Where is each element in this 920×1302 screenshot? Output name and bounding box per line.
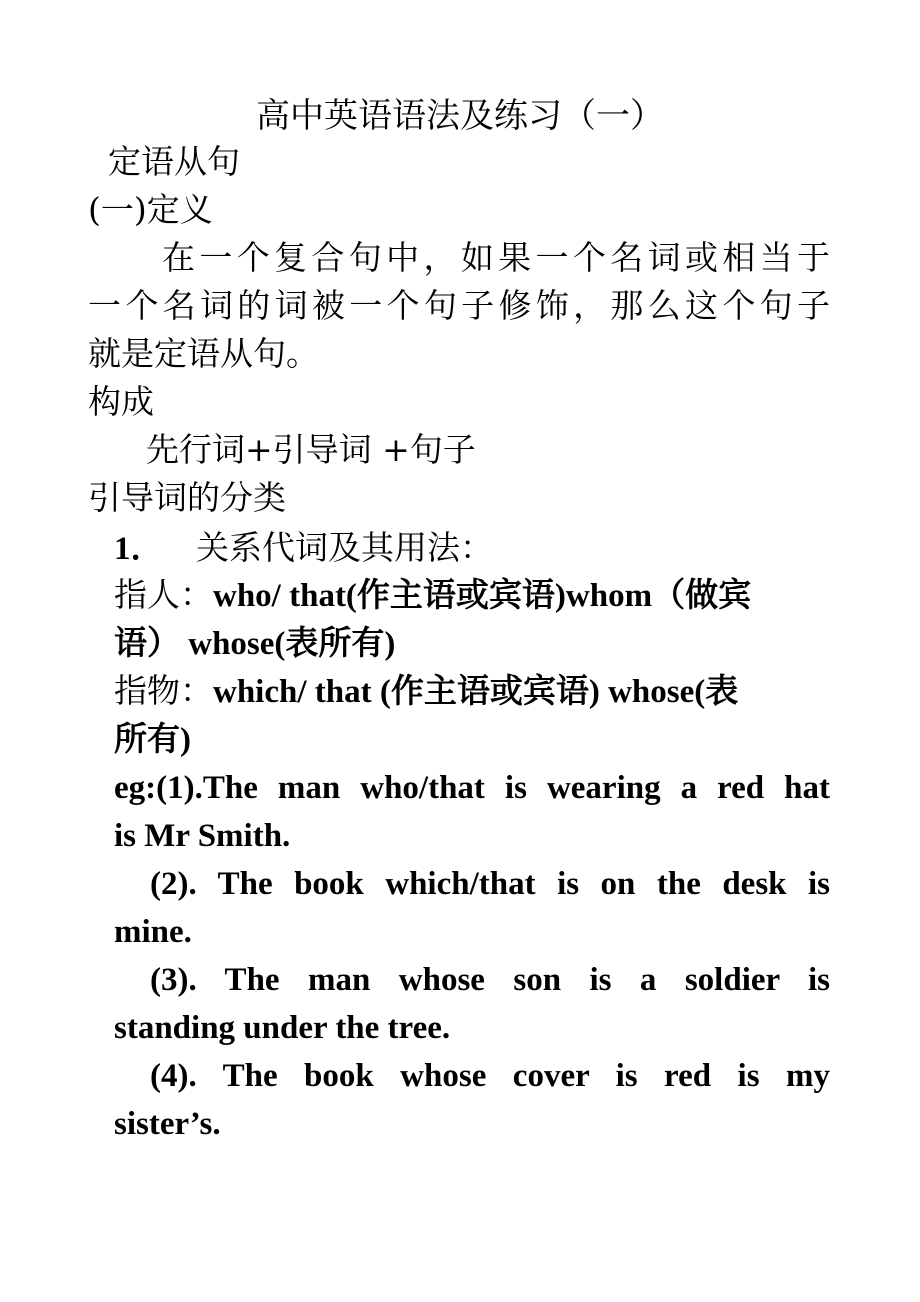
item-1-number: 1． [114, 531, 164, 567]
example-4-line-2: sister’s. [114, 1106, 221, 1142]
thing-pronouns-line-2: 所有) [114, 722, 191, 758]
person-pronouns-line-2: 语） whose(表所有) [114, 626, 396, 662]
example-2-line-1: (2). The book which/that is on the desk is [150, 866, 830, 902]
item-1-heading [114, 524, 493, 573]
definition-text-line-1: 在一个复合句中，如果一个名词或相当于 [162, 238, 830, 277]
person-pronouns-text: who/ that(作主语或宾语)whom（做宾 [213, 578, 752, 614]
thing-pronouns-text: which/ that (作主语或宾语) whose(表 [213, 674, 739, 710]
example-2-line-2: mine. [114, 914, 192, 950]
example-3-line-2: standing under the tree. [114, 1010, 451, 1046]
composition-heading: 构成 [88, 382, 154, 421]
person-label: 指人： [114, 578, 213, 614]
definition-text-line-3: 就是定语从句。 [88, 334, 319, 373]
composition-formula: 先行词+引导词 +句子 [146, 430, 476, 469]
definition-heading: (一)定义 [88, 190, 213, 229]
person-pronouns-line-1 [114, 572, 751, 620]
example-4-line-1: (4). The book whose cover is red is my [150, 1058, 830, 1094]
thing-label: 指物： [114, 674, 213, 710]
classification-heading: 引导词的分类 [88, 478, 286, 517]
item-1-title: 关系代词及其用法： [196, 528, 493, 567]
definition-text-line-2: 一个名词的词被一个句子修饰，那么这个句子 [88, 286, 830, 325]
document-title: 高中英语语法及练习（一） [256, 96, 664, 136]
example-1-line-2: is Mr Smith. [114, 818, 291, 854]
example-1-line-1: eg:(1).The man who/that is wearing a red hat [114, 770, 830, 806]
example-3-line-1: (3). The man whose son is a soldier is [150, 962, 830, 998]
section-heading: 定语从句 [108, 142, 240, 181]
thing-pronouns-line-1 [114, 668, 738, 716]
